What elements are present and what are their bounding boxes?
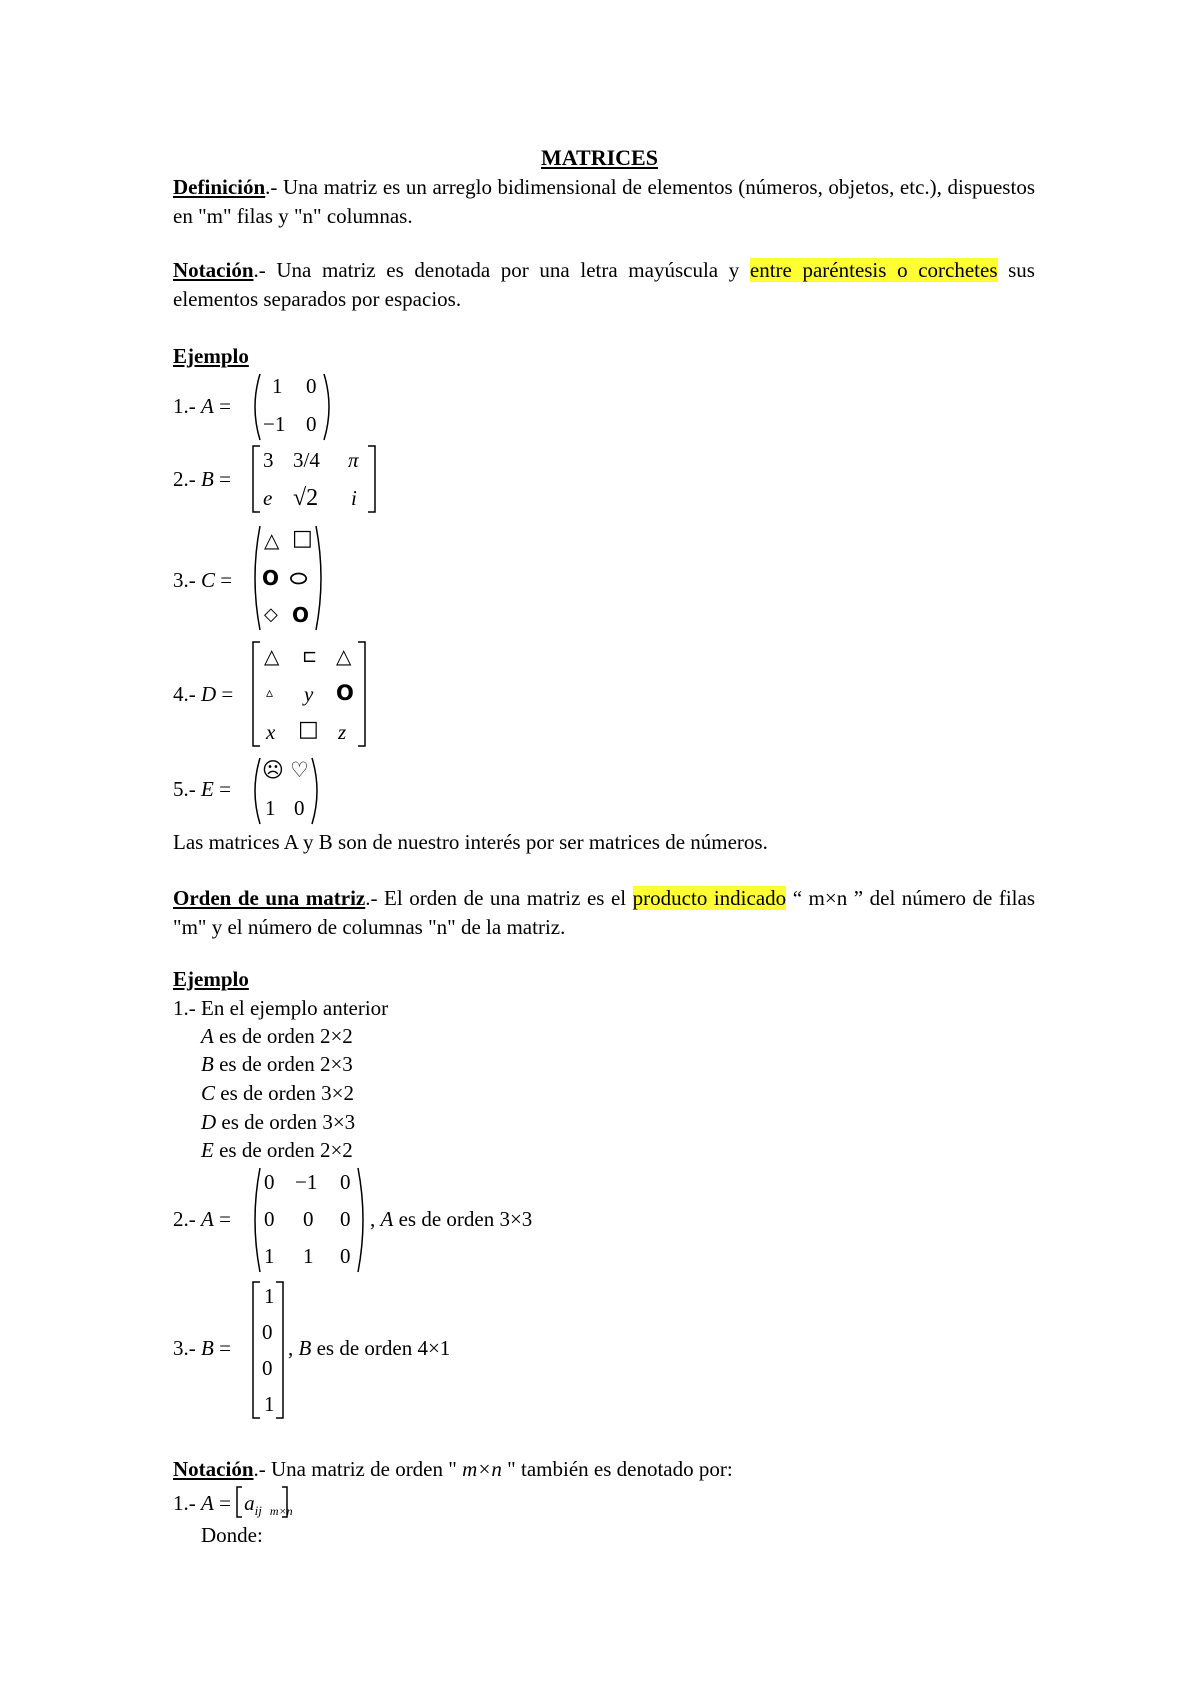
order-line: D es de orden 3×3 bbox=[201, 1110, 356, 1134]
notation-text-pre: .- Una matriz es denotada por una letra mayúscula y bbox=[253, 258, 750, 282]
example-intro: 1.- En el ejemplo anterior bbox=[173, 996, 389, 1020]
matrix-cell: 1 bbox=[303, 1244, 314, 1268]
matrix-cell: 0 bbox=[306, 374, 317, 398]
dims-subscript: m×n bbox=[269, 1504, 293, 1519]
matrix-b bbox=[250, 444, 378, 514]
example-label-2: Ejemplo bbox=[173, 967, 249, 991]
diamond-icon: ◇ bbox=[264, 604, 278, 625]
order-text-post: “ m×n ” del número de filas "m" y el número de columnas "n" de la matriz. bbox=[173, 886, 1035, 939]
matrix-e bbox=[250, 756, 322, 826]
example2-a-label: 2.- A = bbox=[173, 1207, 231, 1231]
matrix-cell: 0 bbox=[303, 1207, 314, 1231]
order-label: Orden de una matriz bbox=[173, 886, 366, 910]
matrix-b-4x1 bbox=[250, 1280, 286, 1420]
matrix-cell: 0 bbox=[340, 1207, 351, 1231]
notation2-mn: m×n bbox=[462, 1457, 502, 1481]
matrix-cell: −1 bbox=[295, 1170, 318, 1194]
matrix-cell: 0 bbox=[340, 1244, 351, 1268]
matrix-cell: −1 bbox=[263, 412, 286, 436]
bracketed-aij: $a_{ij}$ bbox=[236, 1493, 270, 1517]
matrix-cell: 1 bbox=[264, 1284, 275, 1308]
matrix-cell: y bbox=[304, 682, 314, 706]
notation-paragraph bbox=[173, 256, 1035, 314]
donde-text: Donde: bbox=[201, 1523, 263, 1547]
circle-icon: O bbox=[262, 566, 280, 590]
square-icon: □ bbox=[292, 526, 313, 551]
matrix-c bbox=[250, 524, 326, 632]
notation-highlight: entre paréntesis o corchetes bbox=[749, 258, 998, 282]
square-icon: □ bbox=[298, 717, 319, 742]
matrix-cell: 0 bbox=[306, 412, 317, 436]
matrix-cell: e bbox=[263, 486, 273, 510]
face-icon: ☹ bbox=[262, 758, 284, 782]
matrix-cell: 0 bbox=[262, 1356, 273, 1380]
definition-label: Definición bbox=[173, 175, 266, 199]
matrix-cell: 1 bbox=[265, 796, 276, 820]
small-triangle-icon: ▵ bbox=[266, 685, 274, 701]
triangle-icon: △ bbox=[336, 644, 352, 668]
example-d-label: 4.- D = bbox=[173, 682, 234, 706]
example-label-1: Ejemplo bbox=[173, 344, 249, 368]
matrix-cell: i bbox=[351, 486, 357, 510]
triangle-icon: △ bbox=[264, 644, 280, 668]
notation-label: Notación bbox=[173, 258, 254, 282]
matrix-cell: 3/4 bbox=[293, 448, 320, 472]
heart-icon: ♡ bbox=[290, 758, 309, 782]
matrix-cell: √2 bbox=[293, 485, 319, 511]
example-c-label: 3.- C = bbox=[173, 568, 233, 592]
matrix-cell: 0 bbox=[294, 796, 305, 820]
page-title: MATRICES bbox=[541, 145, 658, 170]
matrix-cell: 1 bbox=[264, 1392, 275, 1416]
notation2-paragraph bbox=[173, 1459, 733, 1480]
matrix-a bbox=[250, 372, 334, 442]
example-e-label: 5.- E = bbox=[173, 777, 231, 801]
triangle-icon: △ bbox=[264, 528, 280, 552]
order-text-pre: .- El orden de una matriz es el bbox=[365, 886, 633, 910]
matrix-cell: x bbox=[266, 720, 276, 744]
example-b-label: 2.- B = bbox=[173, 467, 231, 491]
order-line: E es de orden 2×2 bbox=[201, 1138, 353, 1162]
order-line: B es de orden 2×3 bbox=[201, 1052, 353, 1076]
circle-icon: O bbox=[336, 681, 354, 705]
definition-paragraph bbox=[173, 173, 1035, 231]
order-highlight: producto indicado bbox=[632, 886, 787, 910]
example3-b-label: 3.- B = bbox=[173, 1336, 231, 1360]
example3-b-order: , B es de orden 4×1 bbox=[288, 1336, 451, 1360]
paren-brackets bbox=[250, 756, 322, 826]
matrix-cell: 0 bbox=[264, 1207, 275, 1231]
matrix-cell: 1 bbox=[272, 374, 283, 398]
notation-text-post: sus elementos separados por espacios. bbox=[173, 258, 1035, 311]
summary-text: Las matrices A y B son de nuestro interés por ser matrices de números. bbox=[173, 830, 768, 854]
subset-icon: ⊏ bbox=[302, 646, 318, 667]
order-line: C es de orden 3×2 bbox=[201, 1081, 354, 1105]
matrix-cell: z bbox=[338, 720, 347, 744]
order-line: A es de orden 2×2 bbox=[201, 1024, 353, 1048]
notation2-label: Notación bbox=[173, 1457, 254, 1481]
matrix-cell: 3 bbox=[263, 448, 274, 472]
matrix-cell: 0 bbox=[340, 1170, 351, 1194]
matrix-cell: 1 bbox=[264, 1244, 275, 1268]
square-brackets bbox=[236, 1485, 288, 1519]
notation2-item: 1.- A = $a_{ij}$ $_{m\times n}$ bbox=[173, 1493, 293, 1517]
matrix-cell: π bbox=[348, 448, 359, 472]
matrix-d bbox=[250, 640, 368, 748]
notation2-text-post: " también es denotado por: bbox=[501, 1457, 733, 1481]
matrix-a-3x3 bbox=[250, 1166, 368, 1274]
example-a-label: 1.- A = bbox=[173, 394, 231, 418]
example2-a-order: , A es de orden 3×3 bbox=[370, 1207, 533, 1231]
order-paragraph bbox=[173, 884, 1035, 942]
circle-icon: O bbox=[292, 603, 310, 627]
ellipse-icon: ⬭ bbox=[290, 566, 308, 590]
definition-text: .- Una matriz es un arreglo bidimensional de elementos (números, objetos, etc.), dispuestos en "m" filas y "n" columnas. bbox=[173, 175, 1035, 228]
matrix-cell: 0 bbox=[264, 1170, 275, 1194]
notation2-text-pre: .- Una matriz de orden " bbox=[253, 1457, 463, 1481]
matrix-cell: 0 bbox=[262, 1320, 273, 1344]
